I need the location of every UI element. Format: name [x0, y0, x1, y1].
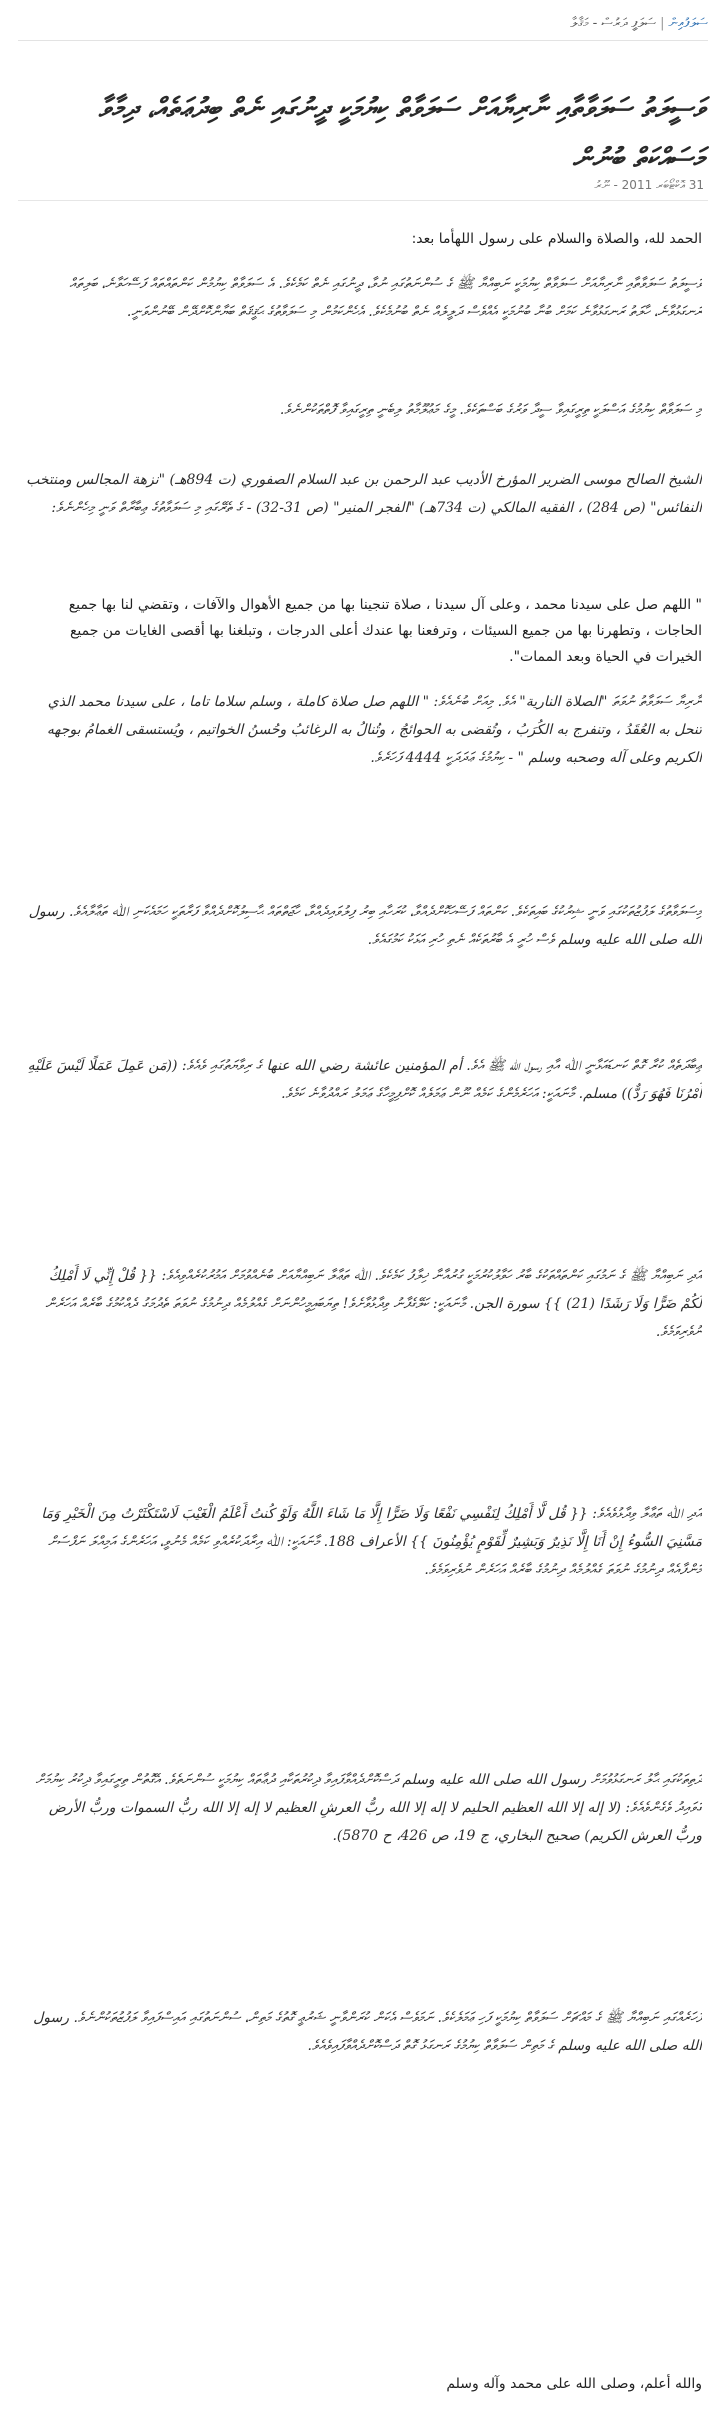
article-title: ވަސީލަތު ސަލަވާތާއި ނާރިޔާއަށް ސަލަވާތް ކިޔުމަކީ ދީނުގައި ނެތް ބިދުޢަތެއް، ދިމާވާ މަސައްކަތް ބުނުން	[98, 93, 704, 175]
paragraph-6: މިސަލަވާތުގެ ލަފުޒުތަކުގައި ވަނީ ޝިރުކުގެ ބައިތަކެވެ. ކަންތައް ފަސޭހަކޮށްދެއްވާ، ކުރަހާއި ބިރު ފިލުވައިދެއްވާ، ހާޖަތްތައް ޙާސިލުކޮށްދެއްވާ ފަރާތަކީ ހަމައެކަނި ﷲ ތަޢާލާއެވެ. رسول الله صلى الله عليه وسلم ވެސް ހުރީ އެ ބާރުތަކެއް ނެތި ހުރި އަޅަކު ކަމުގައެވެ.	[28, 904, 702, 948]
paragraph-9: އަދި ﷲ ތަޢާލާ ވިދާޅުވެއެވެ: {{ قُل لَّا أَمْلِكُ لِنَفْسِي نَفْعًا وَلَا ضَرًّا إِلَّا مَا شَاءَ اللَّهُ وَلَوْ كُنتُ أَعْلَمُ الْغَيْبَ لَاسْتَكْثَرْتُ مِنَ الْخَيْرِ وَمَا مَسَّنِيَ السُّوءُ إِنْ أَنَا إِلَّا نَذِيرٌ وَبَشِيرٌ لِّقَوْمٍ يُؤْمِنُونَ }} الأعراف 188. މާނައަކީ: ﷲ އިރާދަކުރެއްވި ކަމެއް މެނުވީ، އަހަރެންގެ އަމިއްލަ ނަފްސަށް މަންފާއެއް ދިނުމުގެ ނުވަތަ ގެއްލުމެއް ދިނުމުގެ ބާރެއް އަހަރެން ނުވެރިވަމެވެ.	[41, 1506, 702, 1578]
paragraph-1: ވަސީލަތު ސަލަވާތާއި ނާރިޔާއަށް ސަލަވާތް ކިޔުމަކީ ނަބިއްޔާ ﷺ ގެ ސުންނަތުގައި ނުވާ، ދީނުގައި ނެތް ކަމެކެވެ. އެ ސަލަވާތް ކިޔުމުން ކަންތައްތައް ފަސޭހަވާނެ، ބަލިތައް ރަނގަޅުވާނެ، ހާލަތު ރަނގަޅުވާނެ ކަމަށް ބުނާ ބުނުމަކީ އެއްވެސް ދަލީލެއް ނެތް ބުނުމެކެވެ. އެހެންކަމުން މި ސަލަވާތުގެ ޙަޤީޤަތް ބަޔާންކޮށްދޭން ބޭނުންވަނީ.	[69, 276, 702, 320]
paragraph-5: ނާރިޔާ ސަލަވާތު ނުވަތަ "الصلاة النارية" އެވެ. މިއަށް ބުނެއެވެ: " اللهم صل صلاة كاملة ، وسلم سلاما تاما ، على سيدنا محمد الذي تنحل به العُقَدُ ، وتنفرج به الكُرَبُ ، وتُقضى به الحوائجُ ، وتُنالُ به الرغائبُ وحُسنُ الخواتيم ، ويُستسقى الغمامُ بوجهه الكريم وعلى آله وصحبه وسلم " - ކިޔުމުގެ ޢަދަދަކީ 4444 ފަހަރެވެ.	[46, 694, 702, 766]
site-name-link[interactable]: ސަލަފުއިން	[668, 16, 708, 31]
paragraph-3: الشيخ الصالح موسى الضرير المؤرخ الأديب عبد الرحمن بن عبد السلام الصفوري (ت 894هـ) "نزهة المجالس ومنتخب النفائس" (ص 284) ، الفقيه المالكي (ت 734هـ) "الفجر المنير" (ص 31-32) - ގެ ތެރޭގައި މި ސަލަވާތުގެ ޢިބާރާތް ވަނީ މިހެންނެވެ:	[26, 472, 702, 516]
section-label[interactable]: ސަލަފީ ދަރުސް - މަޤާލާ	[570, 16, 657, 31]
article-body	[26, 226, 702, 2158]
divider	[18, 200, 708, 201]
breadcrumb-separator: |	[660, 16, 665, 31]
top-bar	[18, 14, 708, 41]
breadcrumb	[570, 16, 708, 31]
paragraph-8: އަދި ނަބިއްޔާ ﷺ ގެ ނަމުގައި ކަންތައްތަކުގެ ބާރު ހަވާލުކުރުމަކީ ގުރުއާނާ ޚިލާފު ކަމެކެވެ. ﷲ ތަޢާލާ ނަބިއްޔާއަށް ބުނެއްވުމަށް އަމުރުކުރެއްވިއެވެ: {{ قُلْ إِنِّي لَا أَمْلِكُ لَكُمْ ضَرًّا وَلَا رَشَدًا (21) }} سورة الجن. މާނައަކީ: ކަލޭގެފާނު ވިދާޅުވާށެވެ! ތިޔަބައިމީހުންނަށް ގެއްލުމެއް ދިނުމުގެ ނުވަތަ ތެދުމަގު ދެއްކުމުގެ ބާރެއް އަހަރެން ނުވެރިވަމެވެ.	[45, 1268, 702, 1340]
opening-line: الحمد لله، والصلاة والسلام على رسول اللهأما بعد:	[411, 231, 702, 247]
paragraph-2: މި ސަލަވާތް ކިޔުމުގެ އަސްލަކީ ތިރީގައިވާ ސީދާ ވަރުގެ ބަސްތަކެވެ. މީގެ މަޢުލޫމާތު ލިބެނީ ތިރީގައިވާ ފޮތްތަކުންނެވެ.	[279, 402, 702, 418]
paragraph-10: ދަތިތަކުގައި ޙާލު ރަނގަޅުވުމަށް رسول الله صلى الله عليه وسلم ދަސްކޮށްދެއްވާފައިވާ ޛިކުރުތަކާއި ދުޢާތައް ކިޔުމަކީ ސުންނަތެވެ. އެގޮތުން ތިރީގައިވާ ޛިކުރު ކިޔުމަށް ގަވައިދު ވެގެންވެއެވެ: (لا إله إلا الله العظيم الحليم لا إله إلا الله ربُّ العرشِ العظيم لا إله إلا الله ربُّ السموات وربُّ الأرض وربُّ العرش الكريم) صحيح البخاري، ج 19، ص 426، ح 5870).	[35, 1772, 702, 1844]
closing-line: والله أعلم، وصلى الله على محمد وآله وسلم	[446, 2376, 702, 2392]
paragraph-11: ފަހަރެއްގައި ނަބިއްޔާ ﷺ ގެ މައްޗަށް ސަލަވާތް ކިޔުމަކީ ފަހި ޢަމަލެކެވެ. ނަމަވެސް އެކަން ކުރަންވާނީ ޝަރުޢީ ގޮތުގެ މަތިން، ސުންނަތުގައި އައިސްފައިވާ ލަފުޒުތަކުންނެވެ. رسول الله صلى الله عليه وسلم ގެ މަތިން ސަލަވާތް ކިޔުމުގެ ރަނގަޅު ގޮތް ދަސްކޮށްދެއްވާފައިވެއެވެ.	[33, 2010, 702, 2054]
article-date: 31 އޮކްޓޯބަރ 2011 - ނޫރު	[594, 178, 704, 192]
paragraph-7: ޢިބާދަތެއް ކުރާ ގޮތް ކަނޑައަޅާނީ ﷲ އާއި رسول الله ﷺ އެވެ. أم المؤمنين عائشة رضي الله عنها ގެ ރިވާޔަތުގައި ވެއެވެ: ((مَن عَمِلَ عَمَلًا لَيْسَ عَلَيْهِ أَمْرُنَا فَهُوَ رَدٌّ)) مسلم. މާނައަކީ: އަހަރެމެންގެ ކަމެއް ނޫން ޢަމަލެއް ކޮށްފިމީހާގެ ޢަމަލު ރައްދުވާނެ ކަމެވެ.	[27, 1058, 702, 1102]
paragraph-4: " اللهم صل على سيدنا محمد ، وعلى آل سيدنا ، صلاة تنجينا بها من جميع الأهوال والآفات ، وتقضي لنا بها جميع الحاجات ، وتطهرنا بها من جميع السيئات ، وترفعنا بها عندك أعلى الدرجات ، وتبلغنا بها أقصى الغايات من جميع الخيرات في الحياة وبعد الممات".	[68, 597, 702, 665]
